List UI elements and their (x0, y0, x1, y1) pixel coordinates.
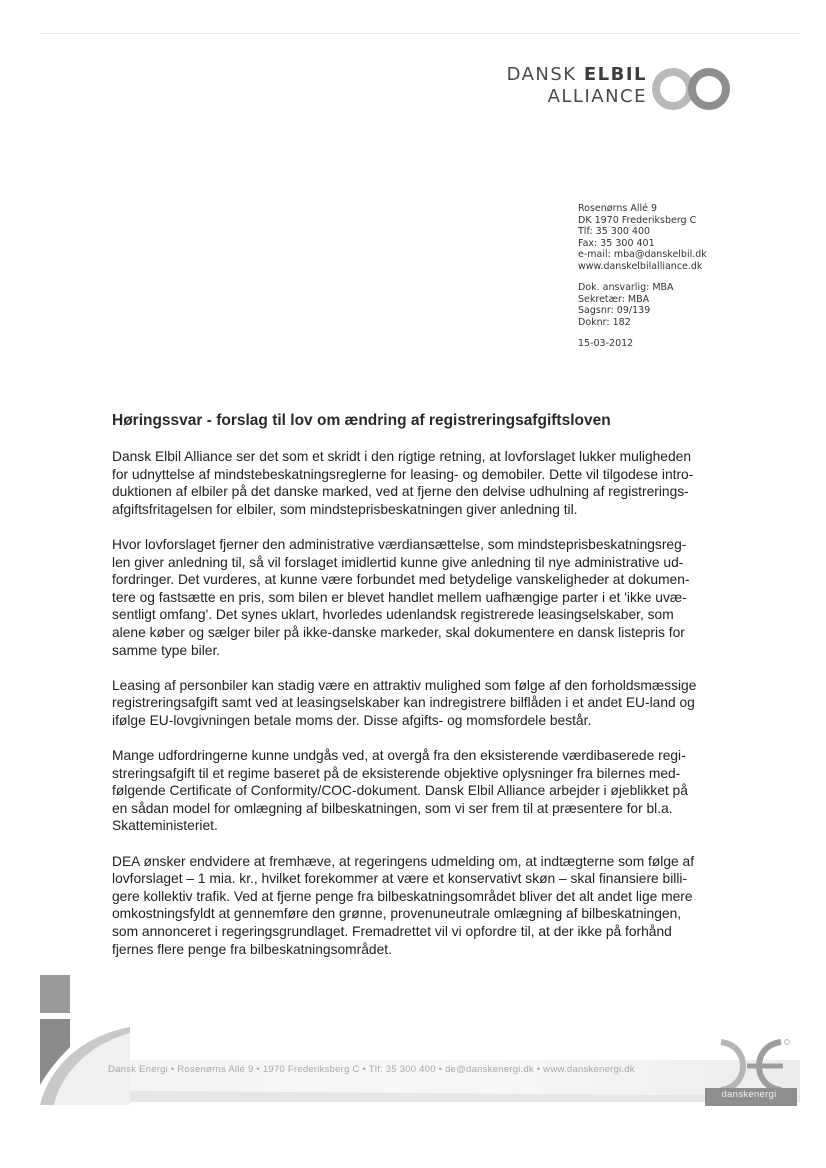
text-line: ifølge EU-lovgivningen betale moms der. Disse afgifts- og momsfordele består. (112, 712, 592, 728)
text-line: duktionen af elbiler på det danske marked, ved at fjerne den delvise udhulning af registrerings- (112, 484, 689, 500)
text-line: afgiftsfritagelsen for elbiler, som mindsteprisbeskatningen giver anledning til. (112, 501, 578, 517)
paragraph (112, 536, 732, 659)
double-ring-icon (649, 66, 735, 112)
logo-wordmark (507, 64, 647, 108)
text-line: fordringer. Det vurderes, at kunne være forbundet med betydelige vanskeligheder at dokumen- (112, 572, 690, 588)
address-line: Rosenørns Allé 9 (578, 203, 658, 214)
email-line: e-mail: mba@danskelbil.dk (578, 249, 707, 260)
paragraph (112, 677, 732, 730)
text-line: len giver anledning til, så vil forslaget imidlertid kunne give anledning til nye administrative ud- (112, 554, 684, 570)
text-line: Leasing af personbiler kan stadig være en attraktiv mulighed som følge af den forholdsmæssige (112, 677, 697, 693)
logo-word-elbil: ELBIL (583, 64, 647, 85)
text-line: samme type biler. (112, 642, 221, 658)
meta-line: Sagsnr: 09/139 (578, 305, 651, 316)
footer-corner-graphic (40, 975, 130, 1105)
text-line: følgende Certificate of Conformity/COC-dokument. Dansk Elbil Alliance arbejder i øjeblikket på (112, 783, 688, 799)
text-line: DEA ønsker endvidere at fremhæve, at regeringens udmelding om, at indtægterne som følge af (112, 853, 695, 869)
text-line: Mange udfordringerne kunne undgås ved, at overgå fra den eksisterende værdibaserede regi- (112, 748, 686, 764)
text-line: streringsafgift til et regime baseret på de eksisterende objektive oplysninger fra bilernes med- (112, 765, 681, 781)
meta-line: Doknr: 182 (578, 316, 631, 328)
text-line: alene køber og sælger biler på ikke-danske markeder, skal dokumentere en dansk listepris for (112, 624, 685, 640)
fax-line: Fax: 35 300 401 (578, 237, 655, 249)
text-line: Hvor lovforslaget fjerner den administrative værdiansættelse, som mindsteprisbeskatningsreg- (112, 536, 687, 552)
text-line: Dansk Elbil Alliance ser det som et skridt i den rigtige retning, at lovforslaget lukker muligheden (112, 449, 691, 464)
text-line: registreringsafgift samt ved at leasingselskaber kan indregistrere bilflåden i et andet EU-land og (112, 695, 695, 711)
paragraph (112, 747, 732, 835)
letter-body (112, 448, 732, 976)
document-date: 15-03-2012 (578, 338, 634, 349)
text-line: tere og fastsætte en pris, som bilen er blevet handlet mellem uafhængige parter i et 'ikke uvæ- (112, 589, 687, 605)
text-line: sentligt omfang'. Det synes uklart, hvorledes udenlandsk registrerede leasingselskaber, som (112, 607, 674, 623)
website-line: www.danskelbilalliance.dk (578, 260, 703, 272)
meta-line: Sekretær: MBA (578, 293, 650, 305)
address-line: DK 1970 Frederiksberg C (578, 214, 697, 226)
phone-line: Tlf: 35 300 400 (578, 226, 651, 237)
meta-line: Dok. ansvarlig: MBA (578, 282, 674, 293)
logo-word-alliance: ALLIANCE (547, 86, 647, 107)
text-line: som annonceret i regeringsgrundlaget. Fremadrettet vil vi opfordre til, at der ikke på forhånd (112, 924, 672, 940)
text-line: Skatteministeriet. (112, 818, 218, 834)
scan-edge-line (40, 33, 800, 34)
text-line: en sådan model for omlægning af bilbeskatningen, som vi ser frem til at præsentere for bl.a. (112, 800, 673, 816)
paragraph (112, 448, 732, 518)
text-line: gere kollektiv trafik. Ved at fjerne penge fra bilbeskatningsområdet bliver det alt andet lige mere (112, 888, 693, 904)
text-line: for udnyttelse af mindstebeskatningsreglerne for leasing- og demobiler. Dette vil tilgodese intro- (112, 466, 694, 482)
sender-address (578, 203, 707, 272)
logo-word-dansk: DANSK (506, 64, 584, 85)
footer-contact-line: Dansk Energi • Rosenørns Allé 9 • 1970 Frederiksberg C • Tlf: 35 300 400 • de@danskenergi.dk • www.danskenergi.dk (108, 1064, 635, 1075)
paragraph (112, 853, 732, 959)
sender-info (578, 203, 707, 350)
text-line: lovforslaget – 1 mia. kr., hvilket forekommer at være et konservativt skøn – skal finansiere billi- (112, 871, 688, 887)
danskenergi-label: danskenergi (721, 1089, 777, 1100)
text-line: fjernes flere penge fra bilbeskatningsområdet. (112, 941, 392, 957)
text-line: omkostningsfyldt at gennemføre den grønne, provenuneutrale omlægning af bilbeskatningen, (112, 906, 682, 922)
letter-heading: Høringssvar - forslag til lov om ændring af registreringsafgiftsloven (112, 412, 611, 429)
document-meta (578, 282, 707, 328)
dansk-elbil-alliance-logo (505, 64, 735, 116)
